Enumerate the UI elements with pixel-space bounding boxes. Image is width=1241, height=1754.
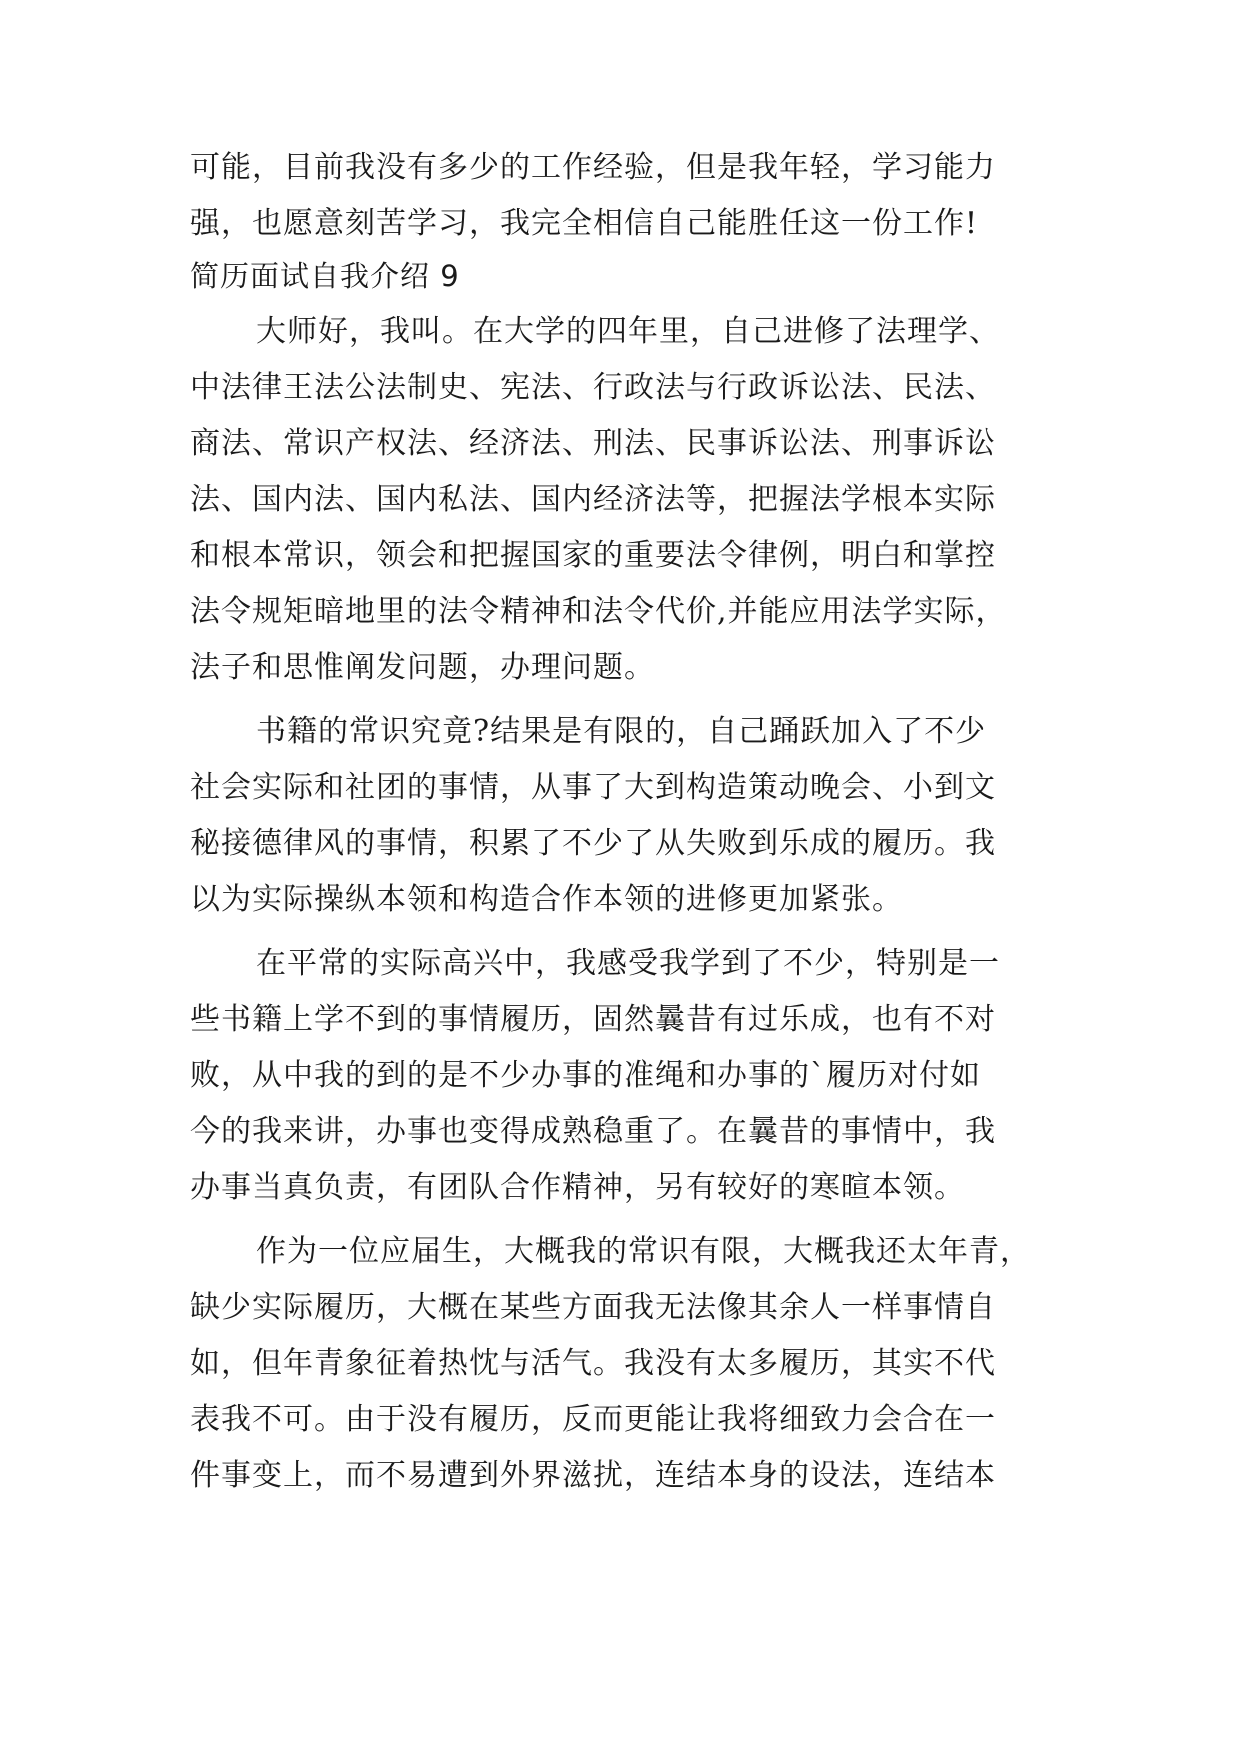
text-line: 商法、常识产权法、经济法、刑法、民事诉讼法、刑事诉讼 xyxy=(190,426,996,461)
text-line: 办事当真负责，有团队合作精神，另有较好的寒暄本领。 xyxy=(190,1170,965,1205)
paragraph-first-line: 在平常的实际高兴中，我感受我学到了不少，特别是一 xyxy=(256,946,1000,981)
text-line: 缺少实际履历，大概在某些方面我无法像其余人一样事情自 xyxy=(190,1290,996,1325)
paragraph-first-line: 大师好，我叫。在大学的四年里，自己进修了法理学、 xyxy=(256,314,1000,349)
text-line: 法、国内法、国内私法、国内经济法等，把握法学根本实际 xyxy=(190,482,996,517)
text-line: 法子和思惟阐发问题，办理问题。 xyxy=(190,650,655,685)
text-line: 以为实际操纵本领和构造合作本领的进修更加紧张。 xyxy=(190,882,903,917)
text-line: 今的我来讲，办事也变得成熟稳重了。在曩昔的事情中，我 xyxy=(190,1114,996,1149)
paragraph-first-line: 书籍的常识究竟?结果是有限的，自己踊跃加入了不少 xyxy=(256,714,987,749)
paragraph-first-line: 作为一位应届生，大概我的常识有限，大概我还太年青， xyxy=(256,1234,1031,1269)
text-line: 表我不可。由于没有履历，反而更能让我将细致力会合在一 xyxy=(190,1402,996,1437)
text-line: 中法律王法公法制史、宪法、行政法与行政诉讼法、民法、 xyxy=(190,370,996,405)
text-line: 社会实际和社团的事情，从事了大到构造策动晚会、小到文 xyxy=(190,770,996,805)
text-line: 强，也愿意刻苦学习，我完全相信自己能胜任这一份工作! xyxy=(190,206,979,241)
text-line: 和根本常识，领会和把握国家的重要法令律例，明白和掌控 xyxy=(190,538,996,573)
text-line: 如，但年青象征着热忱与活气。我没有太多履历，其实不代 xyxy=(190,1346,996,1381)
text-line: 可能，目前我没有多少的工作经验，但是我年轻，学习能力 xyxy=(190,150,996,185)
text-line: 败，从中我的到的是不少办事的准绳和办事的`履历对付如 xyxy=(190,1058,981,1093)
text-line: 些书籍上学不到的事情履历，固然曩昔有过乐成，也有不对 xyxy=(190,1002,996,1037)
text-line: 件事变上，而不易遭到外界滋扰，连结本身的设法，连结本 xyxy=(190,1458,996,1493)
text-line: 秘接德律风的事情，积累了不少了从失败到乐成的履历。我 xyxy=(190,826,996,861)
text-line: 法令规矩暗地里的法令精神和法令代价,并能应用法学实际， xyxy=(190,594,1007,629)
section-heading: 简历面试自我介绍 9 xyxy=(190,259,460,293)
